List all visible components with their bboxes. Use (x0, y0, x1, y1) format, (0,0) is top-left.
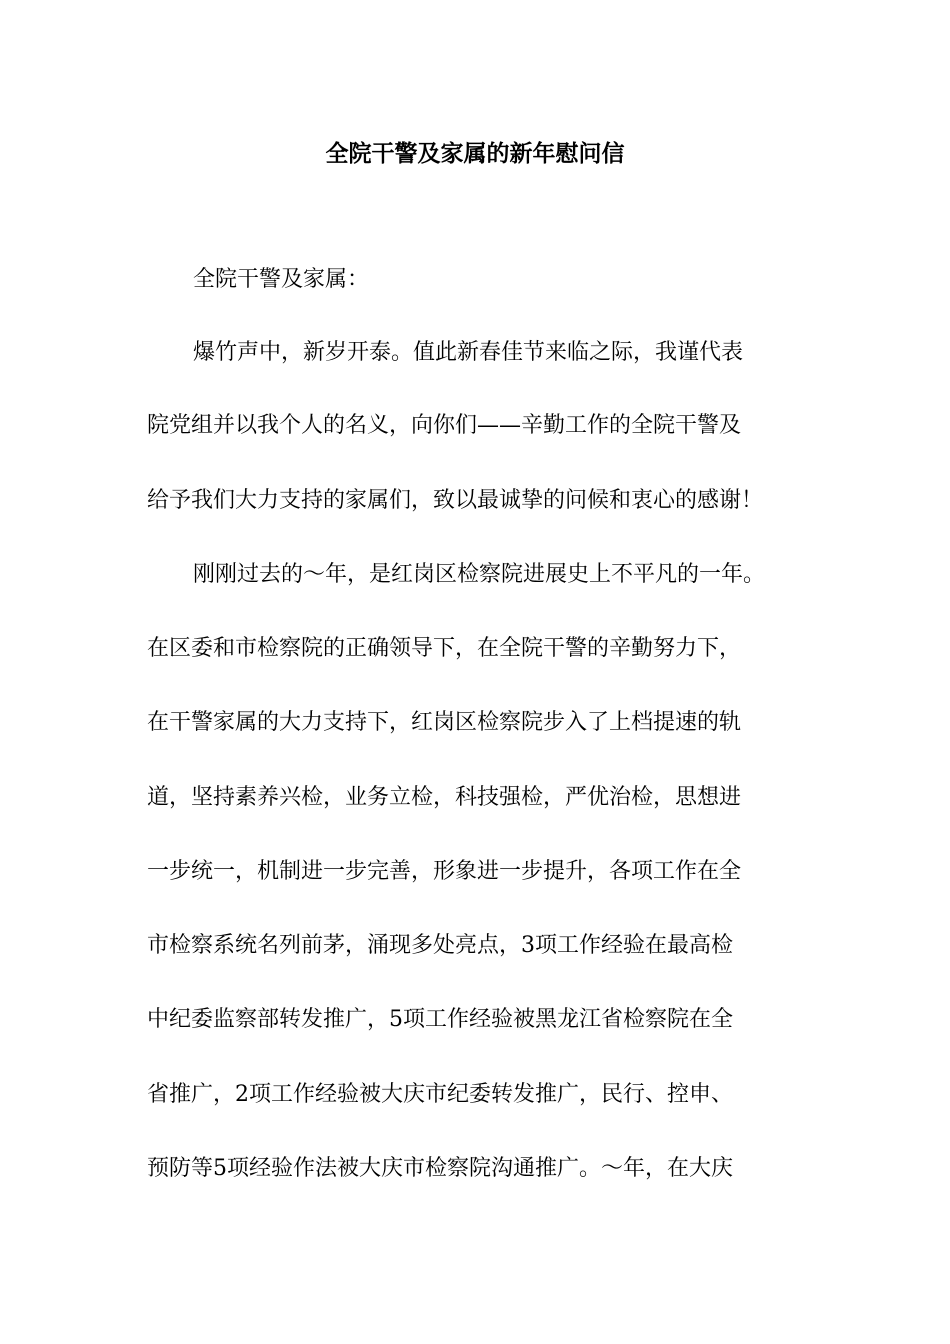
paragraph-1-line-2: 院党组并以我个人的名义，向你们——辛勤工作的全院干警及 (147, 413, 742, 438)
paragraph-2-line-2: 在区委和市检察院的正确领导下，在全院干警的辛勤努力下， (147, 636, 742, 661)
salutation: 全院干警及家属： (193, 267, 370, 292)
paragraph-2-line-1: 刚刚过去的～年，是红岗区检察院进展史上不平凡的一年。 (193, 562, 766, 587)
paragraph-2-line-4: 道，坚持素养兴检，业务立检，科技强检，严优治检，思想进 (147, 785, 742, 810)
paragraph-2-line-6: 市检察系统名列前茅，涌现多处亮点，3项工作经验在最高检 (147, 933, 733, 958)
paragraph-1-line-1: 爆竹声中，新岁开泰。值此新春佳节来临之际，我谨代表 (193, 340, 744, 365)
paragraph-2-line-8: 省推广，2项工作经验被大庆市纪委转发推广，民行、控申、 (147, 1082, 733, 1107)
paragraph-2-line-3: 在干警家属的大力支持下，红岗区检察院步入了上档提速的轨 (147, 710, 742, 735)
paragraph-2-line-7: 中纪委监察部转发推广，5项工作经验被黑龙江省检察院在全 (147, 1007, 733, 1032)
document-title: 全院干警及家属的新年慰问信 (325, 140, 625, 167)
paragraph-1-line-3: 给予我们大力支持的家属们，致以最诚挚的问候和衷心的感谢！ (147, 488, 764, 513)
paragraph-2-line-5: 一步统一，机制进一步完善，形象进一步提升，各项工作在全 (147, 859, 742, 884)
paragraph-2-line-9: 预防等5项经验作法被大庆市检察院沟通推广。～年，在大庆 (147, 1156, 733, 1181)
